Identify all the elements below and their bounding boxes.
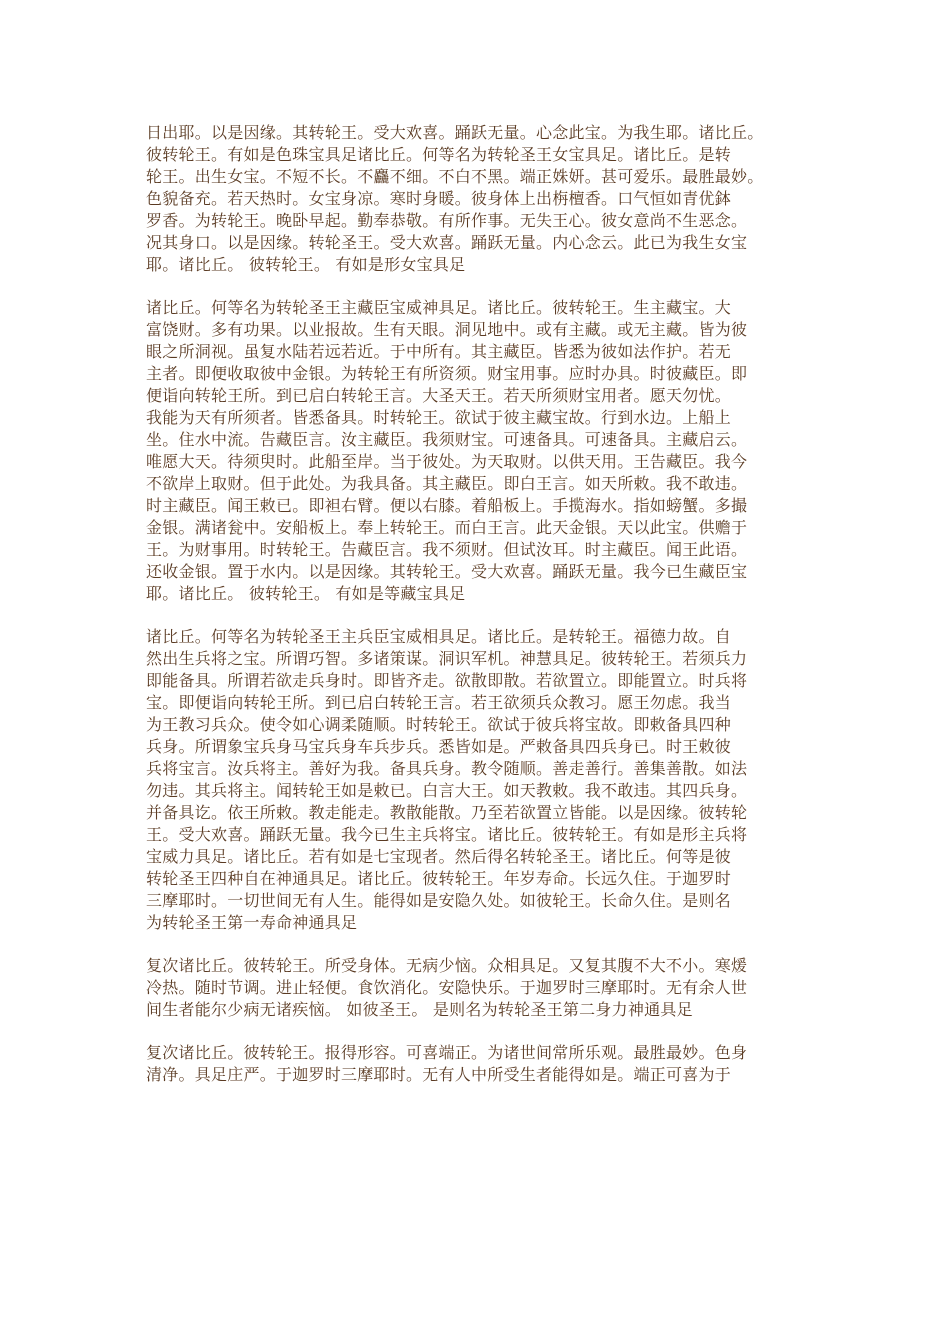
paragraph-2: 诸比丘。何等名为转轮圣王主藏臣宝威神具足。诸比丘。彼转轮王。生主藏宝。大 富饶财。多有功果。以业报故。生有天眼。洞见地中。或有主藏。或无主藏。皆为彼 眼之所洞视。虽复水陆若远若近。于中所有。其主藏臣。皆悉为彼如法作护。若无 主者。即便收取彼中金银。为转轮王有所资须。财宝用事。应时办具。时彼藏臣。即 便诣向转轮王所。到已启白转轮王言。大圣天王。若天所须财宝用者。愿天勿忧。 我能为天有所须者。皆悉备具。时转轮王。欲试于彼主藏宝故。行到水边。上船上 坐。住水中流。告藏臣言。汝主藏臣。我须财宝。可速备具。可速备具。主藏启云。 唯愿大天。待须臾时。此船至岸。当于彼处。为天取财。以供天用。王告藏臣。我今 不欲岸上取财。但于此处。为我具备。其主藏臣。即白王言。如天所敕。我不敢违。 时主藏臣。闻王敕已。即袒右臂。便以右膝。着船板上。手揽海水。指如螃蟹。多撮 金银。满诸瓮中。安船板上。奉上转轮王。而白王言。此天金银。天以此宝。供赡于 王。为财事用。时转轮王。告藏臣言。我不须财。但试汝耳。时主藏臣。闻王此语。 还收金银。置于水内。以是因缘。其转轮王。受大欢喜。踊跃无量。我今已生藏臣宝 耶。诸比丘。 彼转轮王。 有如是等藏宝具足 <box>146 298 748 603</box>
paragraph-4: 复次诸比丘。彼转轮王。所受身体。无病少恼。众相具足。又复其腹不大不小。寒煖 冷热。随时节调。进止轻便。食饮消化。安隐快乐。于迦罗时三摩耶时。无有余人世 间生者能尔少病无诸疾恼。 如彼圣王。 是则名为转轮圣王第二身力神通具足 <box>146 956 748 1019</box>
paragraph-1: 日出耶。以是因缘。其转轮王。受大欢喜。踊跃无量。心念此宝。为我生耶。诸比丘。 彼转轮王。有如是色珠宝具足诸比丘。何等名为转轮圣王女宝具足。诸比丘。是转 轮王。出生女宝。不短不长。不麤不细。不白不黑。端正姝妍。甚可爱乐。最胜最妙。 色貌备充。若天热时。女宝身凉。寒时身暖。彼身体上出栴檀香。口气恒如青优鉢 罗香。为转轮王。晚卧早起。勤奉恭敬。有所作事。无失王心。彼女意尚不生恶念。 况其身口。以是因缘。转轮圣王。受大欢喜。踊跃无量。内心念云。此已为我生女宝 耶。诸比丘。 彼转轮王。 有如是形女宝具足 <box>146 123 764 274</box>
paragraph-3: 诸比丘。何等名为转轮圣王主兵臣宝威相具足。诸比丘。是转轮王。福德力故。自 然出生兵将之宝。所谓巧智。多诸策谋。洞识军机。神慧具足。彼转轮王。若须兵力 即能备具。所谓若欲走兵身时。即皆齐走。欲散即散。若欲置立。即能置立。时兵将 宝。即便诣向转轮王所。到已启白转轮王言。若王欲须兵众教习。愿王勿虑。我当 为王教习兵众。使令如心调柔随顺。时转轮王。欲试于彼兵将宝故。即敕备具四种 兵身。所谓象宝兵身马宝兵身车兵步兵。悉皆如是。严敕备具四兵身已。时王敕彼 兵将宝言。汝兵将主。善好为我。备具兵身。教令随顺。善走善行。善集善散。如法 勿违。其兵将主。闻转轮王如是敕已。白言大王。如天教敕。我不敢违。其四兵身。 并备具讫。依王所敕。教走能走。教散能散。乃至若欲置立皆能。以是因缘。彼转轮 王。受大欢喜。踊跃无量。我今已生主兵将宝。诸比丘。彼转轮王。有如是形主兵将 宝威力具足。诸比丘。若有如是七宝现者。然后得名转轮圣王。诸比丘。何等是彼 转轮圣王四种自在神通具足。诸比丘。彼转轮王。年岁寿命。长远久住。于迦罗时 三摩耶时。一切世间无有人生。能得如是安隐久处。如彼轮王。长命久住。是则名 为转轮圣王第一寿命神通具足 <box>146 627 748 932</box>
document-page <box>146 122 818 1107</box>
paragraph-5: 复次诸比丘。彼转轮王。报得形容。可喜端正。为诸世间常所乐观。最胜最妙。色身 清净。具足庄严。于迦罗时三摩耶时。无有人中所受生者能得如是。端正可喜为于 <box>146 1043 748 1084</box>
